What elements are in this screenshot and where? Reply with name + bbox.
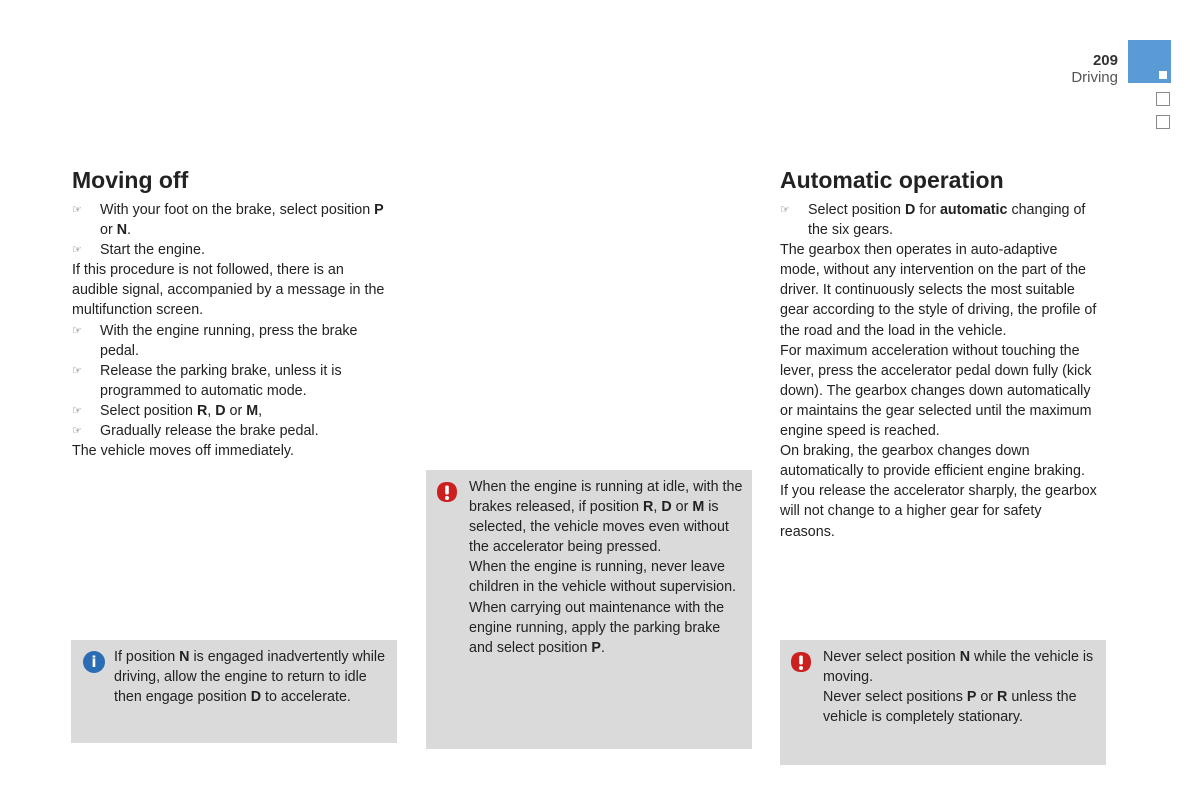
bold-term: D xyxy=(250,689,262,706)
bold-term: M xyxy=(246,402,259,419)
page-number: 209 xyxy=(1092,52,1118,69)
section-label: Driving xyxy=(1071,69,1118,86)
bold-term: R xyxy=(196,402,208,419)
info-box xyxy=(71,640,397,743)
bold-term: M xyxy=(692,499,705,516)
bold-term: P xyxy=(591,639,601,656)
bold-term: R xyxy=(997,689,1008,706)
bold-term: D xyxy=(215,402,226,419)
bullet-item: ☞ With the engine running, press the brake pedal. xyxy=(72,322,358,359)
moving-off-body xyxy=(72,200,390,461)
bullet-item: ☞ Select position D for automatic changing of the six gears. xyxy=(780,202,1086,239)
bold-term: R xyxy=(643,499,654,516)
pointing-hand-icon: ☞ xyxy=(72,244,82,257)
chapter-tab xyxy=(1128,40,1171,83)
bold-term: P xyxy=(966,689,977,706)
bold-term: P xyxy=(374,202,384,218)
pointing-hand-icon: ☞ xyxy=(72,425,82,438)
automatic-operation-title: Automatic operation xyxy=(780,167,1004,193)
warning-icon xyxy=(790,651,812,673)
paragraph: On braking, the gearbox changes down automatically to provide efficient engine braking. xyxy=(780,443,1085,480)
bold-term: N xyxy=(116,222,128,239)
paragraph: If this procedure is not followed, there is an audible signal, accompanied by a message in the multifunction screen. xyxy=(72,262,385,319)
pointing-hand-icon: ☞ xyxy=(72,324,82,337)
warning-box-center-text xyxy=(469,477,744,658)
pointing-hand-icon: ☞ xyxy=(72,364,82,377)
paragraph: If position N is engaged inadvertently while driving, allow the engine to return to idle then engage position D to accelerate. xyxy=(114,649,386,706)
bold-term: automatic xyxy=(939,202,1008,218)
warning-box-right-text xyxy=(823,647,1098,727)
pointing-hand-icon: ☞ xyxy=(72,404,82,417)
bullet-item: ☞ Gradually release the brake pedal. xyxy=(72,421,390,441)
warning-icon xyxy=(436,481,458,503)
paragraph: The gearbox then operates in auto-adaptive mode, without any intervention on the part of the driver. It continuously selects the most suitable gear according to the style of driving, the profile of the road and the load in the vehicle. xyxy=(780,242,1097,339)
bullet-item: ☞ Select position R, D or M, xyxy=(72,401,390,421)
info-icon: i xyxy=(83,651,105,673)
tab-box-icon xyxy=(1156,92,1170,106)
tab-box-icon xyxy=(1156,115,1170,129)
warning-box-center xyxy=(426,470,752,749)
paragraph: When the engine is running, never leave children in the vehicle without supervision. xyxy=(469,559,737,596)
tab-marker-icon xyxy=(1159,71,1167,79)
pointing-hand-icon: ☞ xyxy=(780,204,790,216)
moving-off-title: Moving off xyxy=(72,167,189,193)
paragraph: When the engine is running at idle, with the brakes released, if position R, D or M is selected, the vehicle moves even without the accelerator being pressed. xyxy=(469,479,743,556)
paragraph: Never select position N while the vehicle is moving. xyxy=(823,649,1094,686)
bold-term: D xyxy=(904,202,916,218)
paragraph: The vehicle moves off immediately. xyxy=(72,443,294,460)
warning-box-right xyxy=(780,640,1106,765)
bullet-item: ☞ Start the engine. xyxy=(72,240,390,260)
bold-term: N xyxy=(179,649,190,665)
bold-term: D xyxy=(661,499,672,516)
paragraph: When carrying out maintenance with the engine running, apply the parking brake and select position P. xyxy=(469,599,725,656)
bullet-item: ☞ With your foot on the brake, select position P or N. xyxy=(72,202,384,239)
paragraph: For maximum acceleration without touching the lever, press the accelerator pedal down fully (kick down). The gearbox changes down automatically or maintains the gear selected until the maximum engine speed is reached. xyxy=(780,342,1092,440)
info-box-text xyxy=(114,647,389,707)
bullet-item: ☞ Release the parking brake, unless it is programmed to automatic mode. xyxy=(72,362,342,399)
paragraph: Never select positions P or R unless the vehicle is completely stationary. xyxy=(823,689,1077,726)
automatic-operation-body xyxy=(780,200,1100,542)
bold-term: N xyxy=(959,649,971,665)
pointing-hand-icon: ☞ xyxy=(72,204,82,216)
paragraph: If you release the accelerator sharply, the gearbox will not change to a higher gear for safety reasons. xyxy=(780,483,1097,540)
